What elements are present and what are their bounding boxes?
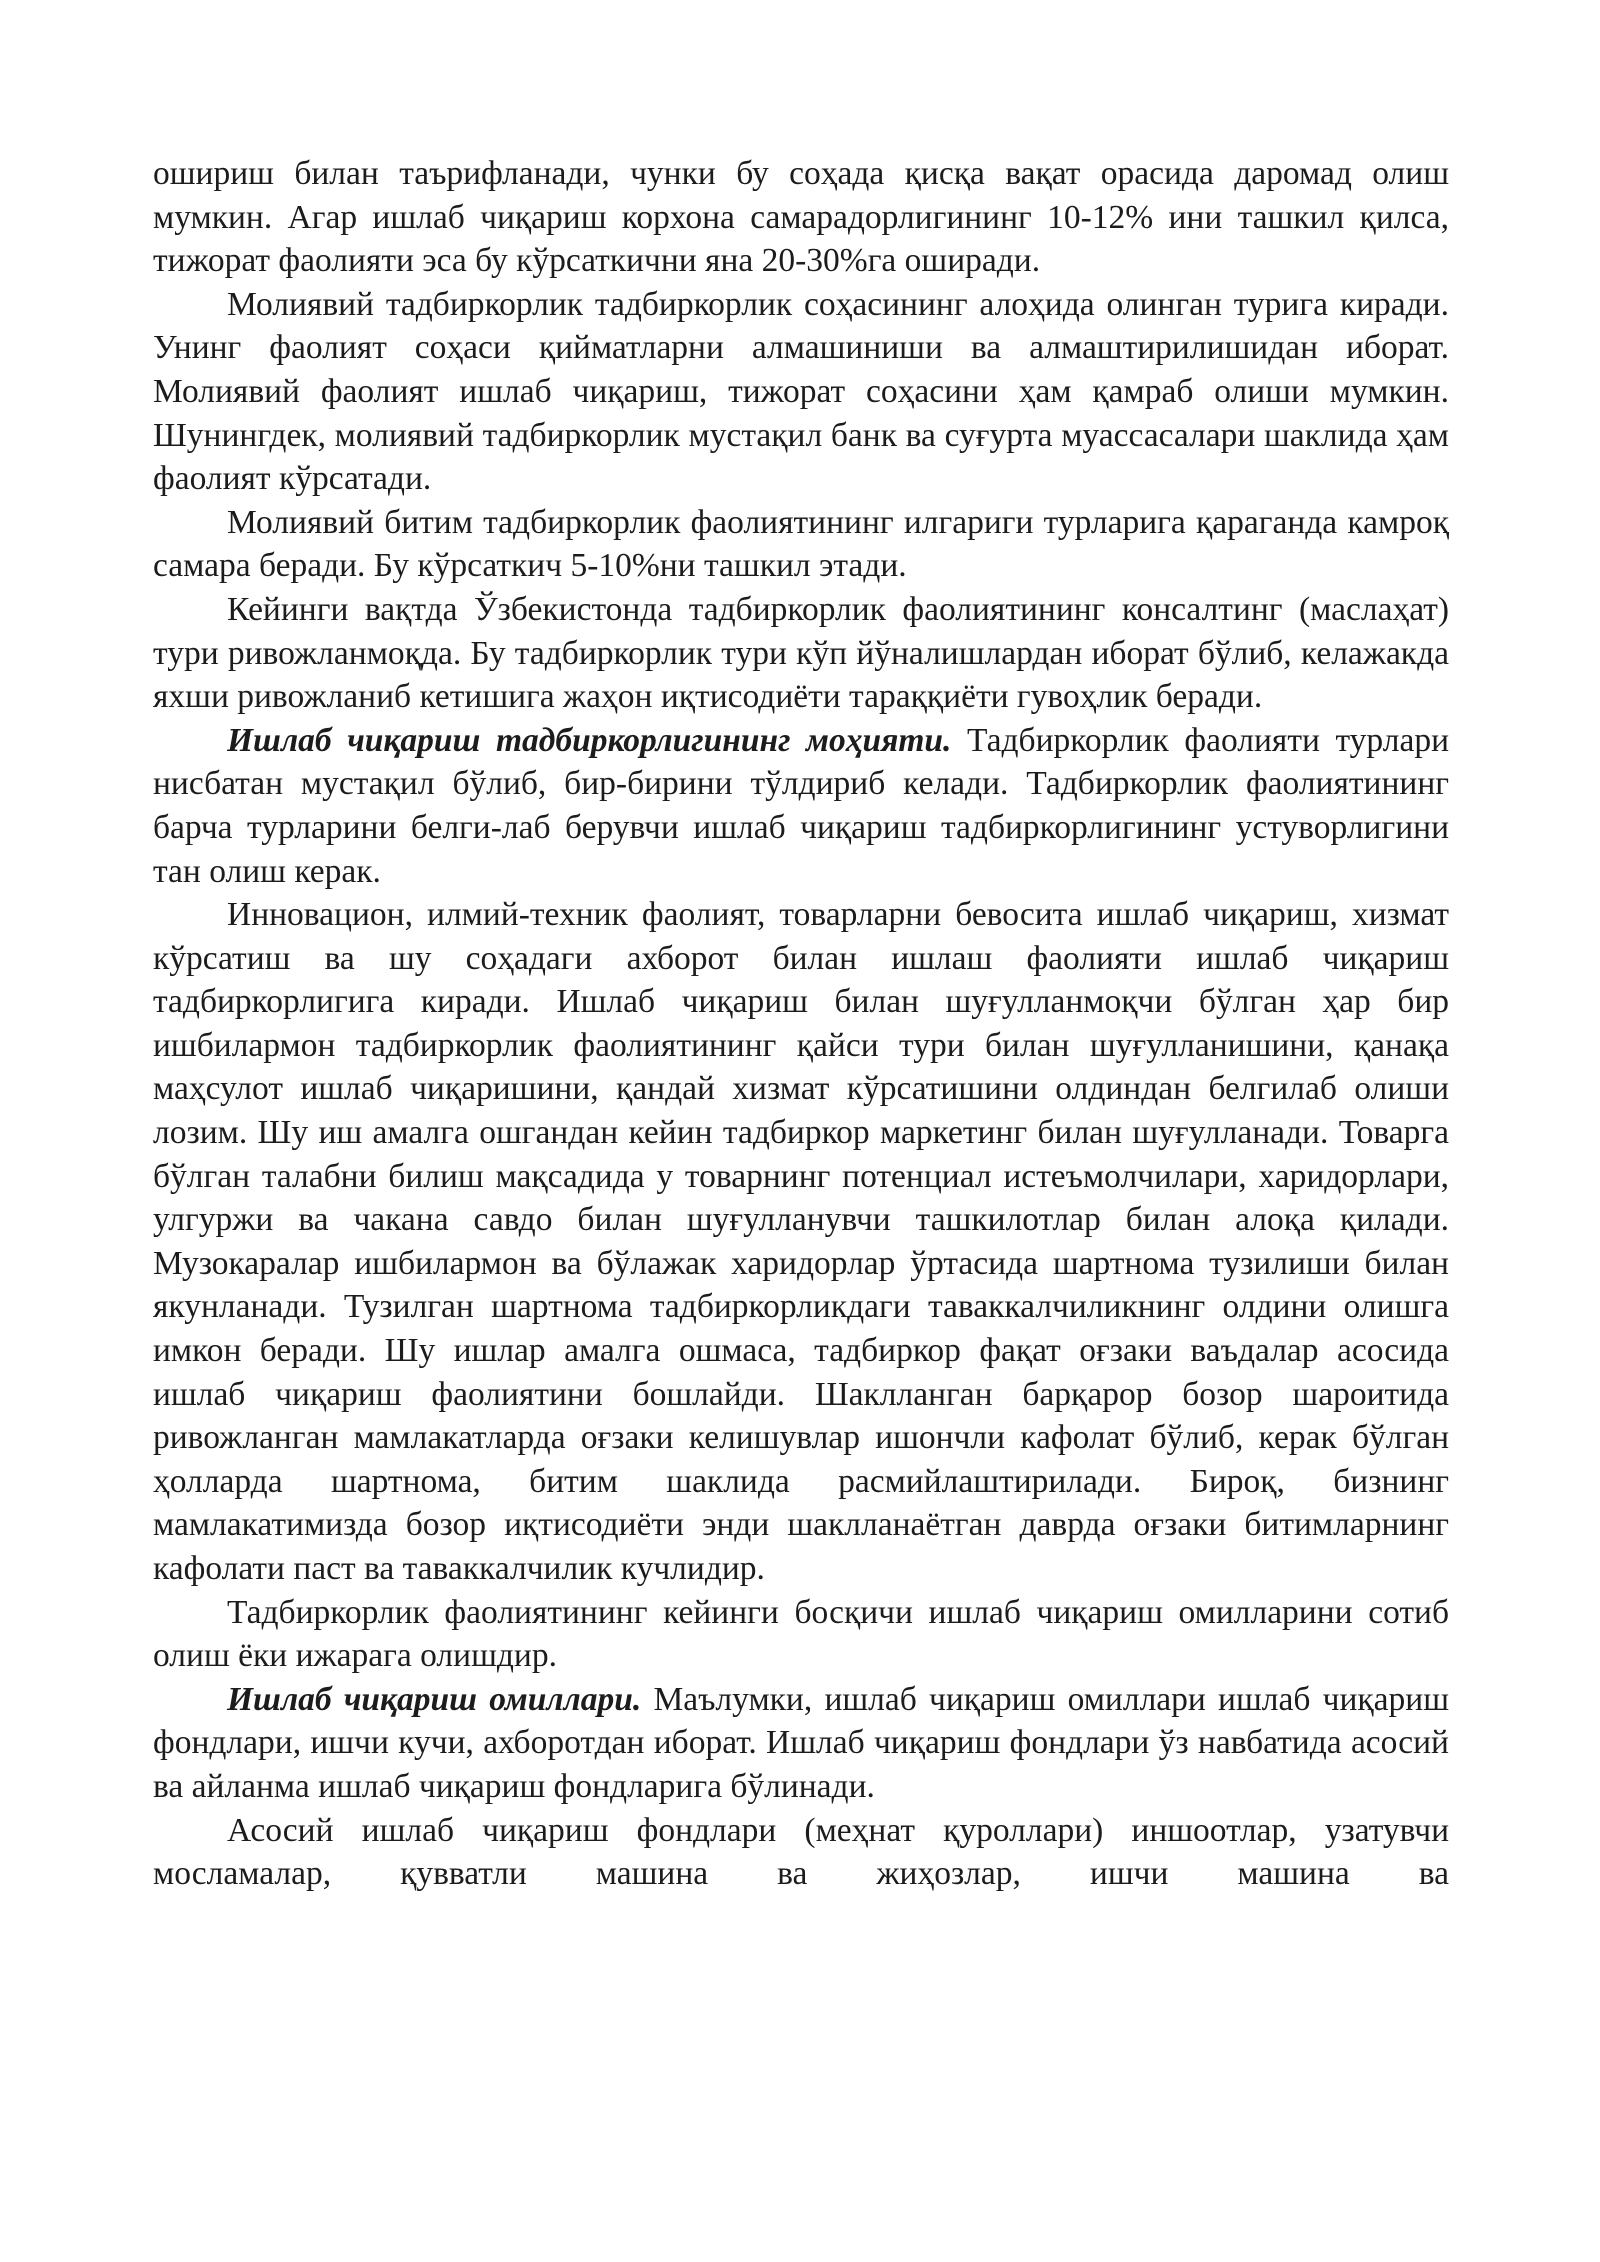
document-page [153, 152, 1449, 1896]
paragraph-3: Молиявий битим тадбиркорлик фаолиятининг илгариги турларига қараганда камроқ самара беради. Бу кўрсаткич 5-10%ни ташкил этади. [153, 503, 1449, 585]
section-heading-production-factors: Ишлаб чиқариш омиллари. [227, 1680, 642, 1718]
paragraph-2: Молиявий тадбиркорлик тадбиркорлик соҳасининг алоҳида олинган турига киради. Унинг фаолият соҳаси қийматларни алмашиниши ва алмаштирилишидан иборат. Молиявий фаолият ишлаб чиқариш, тижорат соҳасини ҳам қамраб олиши мумкин. Шунингдек, молиявий тадбиркорлик мустақил банк ва суғурта муассасалари шаклида ҳам фаолият кўрсатади. [153, 285, 1449, 498]
paragraph-4: Кейинги вақтда Ўзбекистонда тадбиркорлик фаолиятининг консалтинг (маслаҳат) тури ривожланмоқда. Бу тадбиркорлик тури кўп йўналишлардан иборат бўлиб, келажакда яхши ривожланиб кетишига жаҳон иқтисодиёти тараққиёти гувоҳлик беради. [153, 590, 1449, 716]
paragraph-1: ошириш билан таърифланади, чунки бу соҳада қисқа вақат орасида даромад олиш мумкин. Агар ишлаб чиқариш корхона самарадорлигининг 10-12% ини ташкил қилса, тижорат фаолияти эса бу кўрсаткични яна 20-30%га оширади. [153, 155, 1449, 280]
paragraph-7: Тадбиркорлик фаолиятининг кейинги босқичи ишлаб чиқариш омилларини сотиб олиш ёки ижарага олишдир. [153, 1593, 1449, 1675]
paragraph-8 [153, 1678, 1449, 1809]
paragraph-6: Инновацион, илмий-техник фаолият, товарларни бевосита ишлаб чиқариш, хизмат кўрсатиш ва шу соҳадаги ахборот билан ишлаш фаолияти ишлаб чиқариш тадбиркорлигига киради. Ишлаб чиқариш билан шуғулланмоқчи бўлган ҳар бир ишбилармон тадбиркорлик фаолиятининг қайси тури билан шуғулланишини, қанақа маҳсулот ишлаб чиқаришини, қандай хизмат кўрсатишини олдиндан белгилаб олиши лозим. Шу иш амалга ошгандан кейин тадбиркор маркетинг билан шуғулланади. Товарга бўлган талабни билиш мақсадида у товарнинг потенциал истеъмолчилари, харидорлари, улгуржи ва чакана савдо билан шуғулланувчи ташкилотлар билан алоқа қилади. Музокаралар ишбилармон ва бўлажак харидорлар ўртасида шартнома тузилиши билан якунланади. Тузилган шартнома тадбиркорликдаги таваккалчиликнинг олдини олишга имкон беради. Шу ишлар амалга ошмаса, тадбиркор фақат оғзаки ваъдалар асосида ишлаб чиқариш фаолиятини бошлайди. Шаклланган барқарор бозор шароитида ривожланган мамлакатларда оғзаки келишувлар ишончли кафолат бўлиб, керак бўлган ҳолларда шартнома, битим шаклида расмийлаштирилади. Бироқ, бизнинг мамлакатимизда бозор иқтисодиёти энди шаклланаётган даврда оғзаки битимларнинг кафолати паст ва таваккалчилик кучлидир. [153, 896, 1449, 1587]
paragraph-5-body: Тадбиркорлик фаолияти турлари нисбатан мустақил бўлиб, бир-бирини тўлдириб келади. Тадбиркорлик фаолиятининг барча турларини белги-лаб берувчи ишлаб чиқариш тадбиркорлигининг устуворлигини тан олиш керак. [153, 721, 1449, 890]
paragraph-5 [153, 719, 1449, 893]
paragraph-9: Асосий ишлаб чиқариш фондлари (меҳнат қуроллари) иншоотлар, узатувчи мосламалар, қувватли машина ва жиҳозлар, ишчи машина ва [153, 1811, 1449, 1893]
paragraph-8-body: Маълумки, ишлаб чиқариш омиллари ишлаб чиқариш фондлари, ишчи кучи, ахборотдан иборат. Ишлаб чиқариш фондлари ўз навбатида асосий ва айланма ишлаб чиқариш фондларига бўлинади. [153, 1680, 1449, 1805]
section-heading-production-essence: Ишлаб чиқариш тадбиркорлигининг моҳияти. [227, 721, 952, 759]
